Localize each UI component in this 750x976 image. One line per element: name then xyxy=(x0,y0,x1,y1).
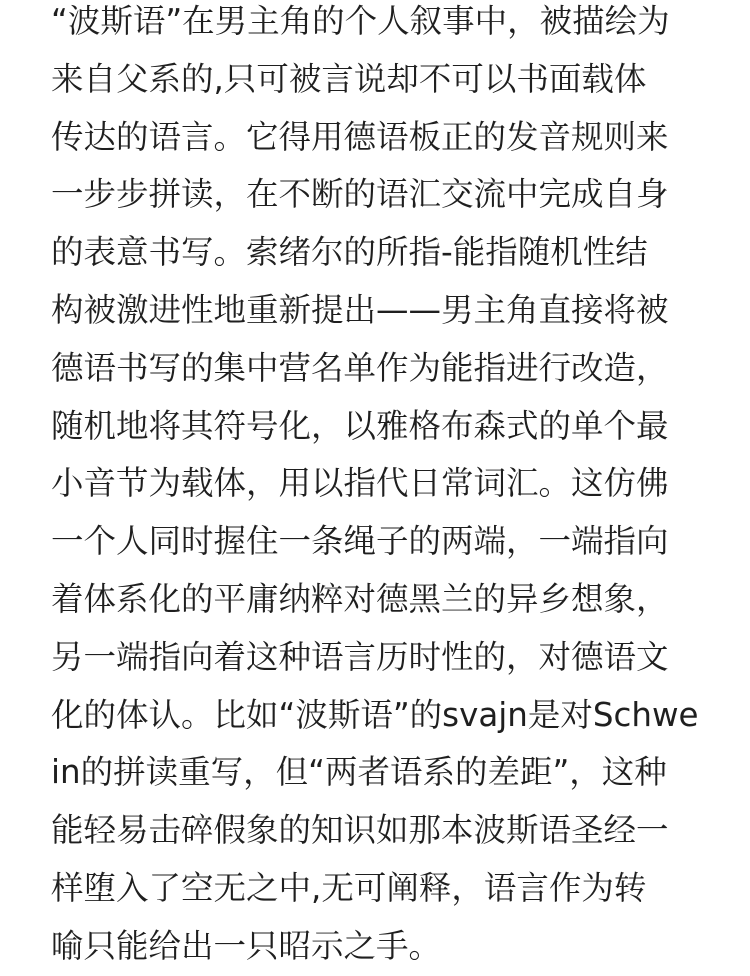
text-line-2: 来自父系的,只可被言说却不可以书面载体 xyxy=(51,59,647,98)
text-line-9: 小音节为载体，用以指代日常词汇。这仿佛 xyxy=(51,464,669,503)
text-line-15: 能轻易击碎假象的知识如那本波斯语圣经一 xyxy=(51,811,669,850)
text-line-1: “波斯语”在男主角的个人叙事中，被描绘为 xyxy=(51,2,670,40)
text-line-6: 构被激进性地重新提出——男主角直接将被 xyxy=(51,290,669,329)
text-line-16: 样堕入了空无之中,无可阐释，语言作为转 xyxy=(51,868,647,907)
text-line-17: 喻只能给出一只昭示之手。 xyxy=(51,926,442,965)
text-line-8: 随机地将其符号化，以雅格布森式的单个最 xyxy=(51,406,669,445)
text-line-13: 化的体认。比如“波斯语”的svajn是对Schwe xyxy=(51,695,699,734)
text-line-12: 另一端指向着这种语言历时性的，对德语文 xyxy=(51,637,669,676)
text-line-11: 着体系化的平庸纳粹对德黑兰的异乡想象， xyxy=(51,579,669,618)
text-line-14: in的拼读重写，但“两者语系的差距”，这种 xyxy=(51,753,667,792)
text-line-10: 一个人同时握住一条绳子的两端，一端指向 xyxy=(51,522,669,561)
article-text xyxy=(51,0,701,976)
text-line-3: 传达的语言。它得用德语板正的发音规则来 xyxy=(51,117,669,156)
text-line-7: 德语书写的集中营名单作为能指进行改造， xyxy=(51,348,669,387)
text-line-4: 一步步拼读，在不断的语汇交流中完成自身 xyxy=(51,175,669,214)
text-line-5: 的表意书写。索绪尔的所指-能指随机性结 xyxy=(51,233,648,272)
